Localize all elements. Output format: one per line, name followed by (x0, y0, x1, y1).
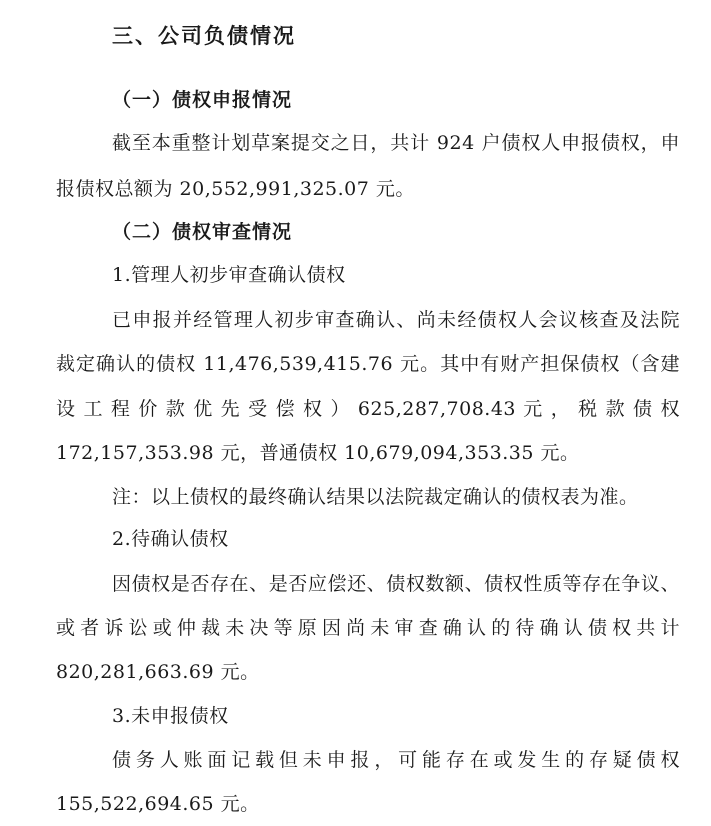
item-heading-undeclared-claims: 3.未申报债权 (112, 705, 229, 727)
note-text: 注：以上债权的最终确认结果以法院裁定确认的债权表为准。 (112, 486, 639, 508)
subsection-heading-claims-review: （二）债权审查情况 (112, 221, 293, 243)
paragraph-line: 设 工 程 价 款 优 先 受 偿 权 ） 625,287,708.43 元 ， 税 款 债 权 (56, 398, 680, 420)
item-heading-preliminary-confirmed: 1.管理人初步审查确认债权 (112, 264, 346, 286)
paragraph-line: 截至本重整计划草案提交之日，共计 924 户债权人申报债权，申 (112, 132, 680, 154)
paragraph-line: 债务人账面记载但未申报，可能存在或发生的存疑债权 (112, 749, 680, 771)
paragraph-line: 裁定确认的债权 11,476,539,415.76 元。其中有财产担保债权（含建 (56, 353, 680, 375)
paragraph-line: 已申报并经管理人初步审查确认、尚未经债权人会议核查及法院 (112, 309, 680, 331)
item-heading-pending-confirmation: 2.待确认债权 (112, 528, 229, 550)
paragraph-line: 因债权是否存在、是否应偿还、债权数额、债权性质等存在争议、 (112, 573, 680, 595)
paragraph-line: 或者诉讼或仲裁未决等原因尚未审查确认的待确认债权共计 (56, 617, 680, 639)
paragraph-line: 172,157,353.98 元，普通债权 10,679,094,353.35 元。 (56, 442, 580, 464)
paragraph-line: 820,281,663.69 元。 (56, 661, 260, 683)
paragraph-line: 155,522,694.65 元。 (56, 793, 260, 815)
subsection-heading-claims-declaration: （一）债权申报情况 (112, 89, 293, 111)
paragraph-line: 报债权总额为 20,552,991,325.07 元。 (56, 178, 415, 200)
section-title: 三、公司负债情况 (112, 24, 296, 48)
